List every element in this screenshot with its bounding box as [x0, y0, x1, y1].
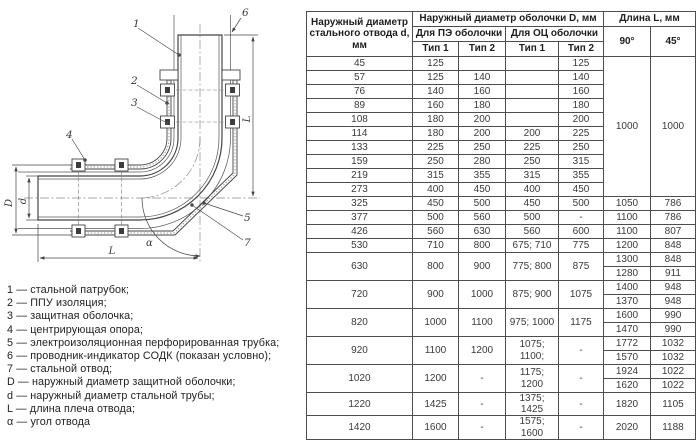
table-cell: 630 — [459, 225, 506, 239]
table-cell: 500 — [506, 211, 559, 225]
table-row — [307, 337, 696, 351]
table-cell: 1022 — [651, 379, 696, 393]
table-row — [307, 211, 696, 225]
legend-item: 5 — электроизоляционная перфорированная трубка; — [7, 336, 280, 349]
table-cell: 114 — [307, 127, 413, 141]
table-cell: 89 — [307, 99, 413, 113]
table-cell: 500 — [459, 197, 506, 211]
table-cell: 140 — [413, 85, 459, 99]
table-header — [307, 12, 696, 57]
header-pe-casing: Для ПЭ оболочки — [413, 27, 506, 42]
table-cell: 786 — [651, 211, 696, 225]
table-cell: 180 — [413, 113, 459, 127]
table-cell: 530 — [307, 239, 413, 253]
table-cell: 1570 — [604, 351, 651, 365]
table-cell: 1000 — [413, 309, 459, 337]
header-length: Длина L, мм — [604, 12, 696, 27]
legend — [7, 284, 307, 429]
table-cell: 1175; 1200 — [506, 365, 559, 393]
table-cell: - — [559, 337, 604, 365]
table-cell: 45 — [307, 57, 413, 71]
legend-item: 2 — ППУ изоляция; — [7, 297, 107, 310]
dim-label-alpha: α — [146, 238, 153, 249]
table-cell: 560 — [459, 211, 506, 225]
table-cell: 1000 — [459, 281, 506, 309]
callout-5: 5 — [244, 212, 251, 224]
table-cell: 1200 — [413, 365, 459, 393]
table-cell: 125 — [559, 57, 604, 71]
table-cell: 820 — [307, 309, 413, 337]
header-steel-diameter: Наружный диаметр стального отвода d, мм — [307, 12, 413, 57]
table-row — [307, 309, 696, 323]
steel-pipe — [38, 35, 222, 220]
table-cell: 160 — [459, 85, 506, 99]
table-cell: 1200 — [459, 337, 506, 365]
table-cell: 450 — [459, 183, 506, 197]
table-cell: 315 — [413, 169, 459, 183]
legend-item: 1 — стальной патрубок; — [7, 284, 130, 296]
header-pe-type2: Тип 2 — [459, 42, 506, 57]
table-cell: 786 — [651, 197, 696, 211]
elbow-technical-drawing — [0, 0, 300, 272]
table-cell: 200 — [506, 127, 559, 141]
table-cell: 1188 — [651, 416, 696, 439]
table-cell: 500 — [413, 211, 459, 225]
legend-item: 7 — стальной отвод; — [7, 363, 113, 376]
table-cell: 800 — [459, 239, 506, 253]
table-cell: 720 — [307, 281, 413, 309]
table-cell: 1100 — [459, 309, 506, 337]
table-cell: 1280 — [604, 267, 651, 281]
table-cell: 500 — [559, 197, 604, 211]
callout-3: 3 — [131, 97, 138, 109]
table-cell: 560 — [506, 225, 559, 239]
table-cell: 125 — [413, 71, 459, 85]
table-cell: 1100 — [604, 211, 651, 225]
table-cell: 1924 — [604, 365, 651, 379]
table-cell: - — [459, 416, 506, 439]
table-cell: 140 — [559, 71, 604, 85]
table-cell: - — [459, 393, 506, 416]
table-cell: 219 — [307, 169, 413, 183]
table-cell: 800 — [413, 253, 459, 281]
table-cell — [506, 85, 559, 99]
table-row — [307, 365, 696, 379]
header-45deg: 45° — [651, 27, 696, 57]
table-cell: 426 — [307, 225, 413, 239]
header-90deg: 90° — [604, 27, 651, 57]
table-cell: 125 — [413, 57, 459, 71]
table-cell: 1100 — [604, 225, 651, 239]
table-cell: 875; 900 — [506, 281, 559, 309]
table-cell: 159 — [307, 155, 413, 169]
header-oc-type2: Тип 2 — [559, 42, 604, 57]
table-cell: 1050 — [604, 197, 651, 211]
table-cell: 280 — [459, 155, 506, 169]
table-row — [307, 225, 696, 239]
table-cell: 990 — [651, 323, 696, 337]
table-cell: 1620 — [604, 379, 651, 393]
table-cell: 1600 — [413, 416, 459, 439]
table-cell: 133 — [307, 141, 413, 155]
table-cell: 630 — [307, 253, 413, 281]
table-cell: 948 — [651, 281, 696, 295]
dim-label-L-bottom: L — [108, 246, 116, 257]
table-cell: 1300 — [604, 253, 651, 267]
table-cell: 1105 — [651, 393, 696, 416]
table-row — [307, 393, 696, 416]
table-cell: 1370 — [604, 295, 651, 309]
table-cell: 1772 — [604, 337, 651, 351]
table-row — [307, 239, 696, 253]
table-cell — [459, 57, 506, 71]
table-cell: 1200 — [604, 239, 651, 253]
table-cell: 315 — [506, 169, 559, 183]
table-cell: 1075; 1100; — [506, 337, 559, 365]
table-cell: 807 — [651, 225, 696, 239]
header-pe-type1: Тип 1 — [413, 42, 459, 57]
dim-label-D: D — [4, 198, 15, 208]
table-cell: 1175 — [559, 309, 604, 337]
table-cell: 775 — [559, 239, 604, 253]
table-cell: 250 — [459, 141, 506, 155]
table-cell: 200 — [459, 127, 506, 141]
table-cell: 377 — [307, 211, 413, 225]
table-cell: 775; 800 — [506, 253, 559, 281]
spec-table — [306, 11, 696, 440]
table-row — [307, 281, 696, 295]
table-cell: 911 — [651, 267, 696, 281]
table-cell: 140 — [459, 71, 506, 85]
table-row — [307, 57, 696, 71]
table-cell: 325 — [307, 197, 413, 211]
table-cell: 1022 — [651, 365, 696, 379]
table-cell: 250 — [506, 155, 559, 169]
table-cell: 180 — [559, 99, 604, 113]
table-cell: 250 — [559, 141, 604, 155]
table-cell: 160 — [559, 85, 604, 99]
table-cell: 2020 — [604, 416, 651, 439]
table-cell: 1000 — [651, 57, 696, 197]
table-cell: 1032 — [651, 351, 696, 365]
table-cell: 225 — [413, 141, 459, 155]
header-casing-diameter: Наружный диаметр оболочки D, мм — [413, 12, 604, 27]
table-cell: 1400 — [604, 281, 651, 295]
legend-item: α — угол отвода — [7, 416, 91, 429]
table-cell: - — [559, 211, 604, 225]
table-cell: 200 — [559, 113, 604, 127]
table-cell: 450 — [506, 197, 559, 211]
table-cell: 200 — [459, 113, 506, 127]
elbow-drawing-svg — [0, 0, 300, 272]
table-cell: - — [559, 365, 604, 393]
table-row — [307, 253, 696, 267]
table-cell: 250 — [413, 155, 459, 169]
table-row — [307, 197, 696, 211]
table-cell: - — [559, 416, 604, 439]
table-cell: 180 — [459, 99, 506, 113]
table-cell: 1575; 1600 — [506, 416, 559, 439]
table-cell: 600 — [559, 225, 604, 239]
legend-item: L — длина плеча отвода; — [7, 402, 136, 415]
legend-item: d — наружный диаметр стальной трубы; — [7, 389, 215, 402]
table-cell: 900 — [413, 281, 459, 309]
legend-item: 6 — проводник-индикатор СОДК (показан условно); — [7, 350, 272, 363]
sodk-conductors — [18, 15, 231, 229]
table-cell: 1470 — [604, 323, 651, 337]
table-cell: 920 — [307, 337, 413, 365]
table-cell: 108 — [307, 113, 413, 127]
table-cell — [506, 57, 559, 71]
table-cell: 675; 710 — [506, 239, 559, 253]
table-cell: 57 — [307, 71, 413, 85]
table-cell: 1075 — [559, 281, 604, 309]
callout-4: 4 — [66, 129, 73, 141]
table-cell: 76 — [307, 85, 413, 99]
table-cell: 225 — [559, 127, 604, 141]
table-body — [307, 57, 696, 440]
table-cell: 560 — [413, 225, 459, 239]
table-cell: 975; 1000 — [506, 309, 559, 337]
table-cell: 1032 — [651, 337, 696, 351]
table-cell — [506, 99, 559, 113]
table-cell: 900 — [459, 253, 506, 281]
table-cell: 273 — [307, 183, 413, 197]
table-cell — [506, 71, 559, 85]
table-cell: 355 — [559, 169, 604, 183]
callout-leaders — [72, 18, 243, 240]
table-cell: 180 — [413, 127, 459, 141]
table-cell: 848 — [651, 253, 696, 267]
table-cell: 1820 — [604, 393, 651, 416]
table-cell: 1420 — [307, 416, 413, 439]
table-cell: 400 — [413, 183, 459, 197]
table-cell: 1600 — [604, 309, 651, 323]
header-oc-casing: Для ОЦ оболочки — [506, 27, 604, 42]
table-cell: - — [459, 365, 506, 393]
centerlines — [24, 24, 260, 262]
legend-item: 3 — защитная оболочка; — [7, 310, 134, 323]
table-cell: - — [559, 393, 604, 416]
callout-1: 1 — [133, 18, 140, 30]
table-cell: 990 — [651, 309, 696, 323]
table-cell: 1100 — [413, 337, 459, 365]
table-cell: 1425 — [413, 393, 459, 416]
dim-label-L-right: L — [242, 115, 253, 123]
table-cell: 1220 — [307, 393, 413, 416]
table-cell: 400 — [506, 183, 559, 197]
table-cell: 450 — [559, 183, 604, 197]
table-cell — [506, 113, 559, 127]
table-cell: 1000 — [604, 57, 651, 197]
table-cell: 948 — [651, 295, 696, 309]
legend-item: D — наружный диаметр защитной оболочки; — [7, 376, 236, 389]
table-cell: 450 — [413, 197, 459, 211]
callout-7: 7 — [244, 237, 251, 249]
dim-label-d: d — [18, 197, 29, 205]
header-oc-type1: Тип 1 — [506, 42, 559, 57]
table-cell: 875 — [559, 253, 604, 281]
table-cell: 355 — [459, 169, 506, 183]
legend-item: 4 — центрирующая опора; — [7, 323, 144, 336]
table-cell: 315 — [559, 155, 604, 169]
table-cell: 1375; 1425 — [506, 393, 559, 416]
table-cell: 710 — [413, 239, 459, 253]
callout-6: 6 — [242, 7, 249, 19]
table-cell: 160 — [413, 99, 459, 113]
table-cell: 848 — [651, 239, 696, 253]
table-cell: 1020 — [307, 365, 413, 393]
callout-2: 2 — [131, 75, 138, 87]
table-cell: 225 — [506, 141, 559, 155]
table-row — [307, 416, 696, 439]
